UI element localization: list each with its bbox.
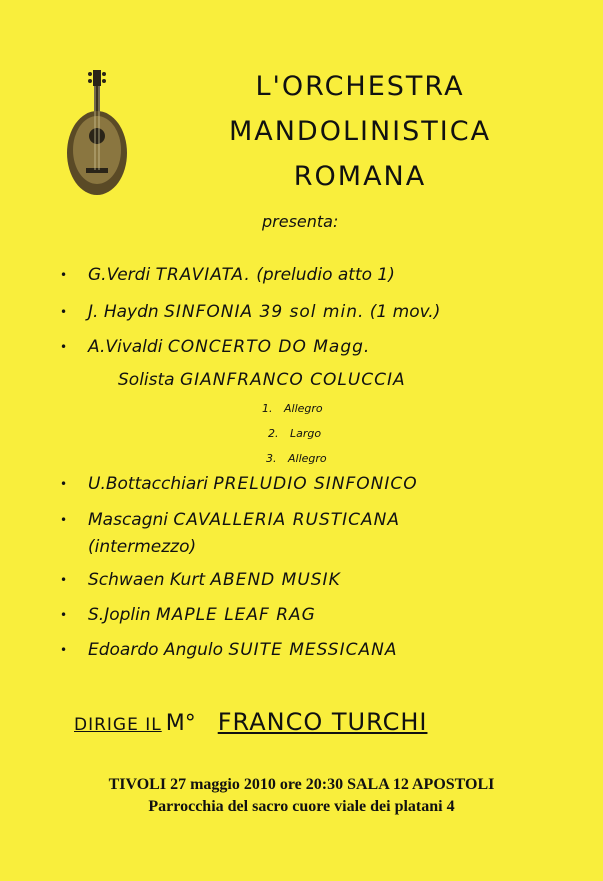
list-item [60, 337, 370, 357]
soloist-name: GIANFRANCO COLUCCIA [179, 370, 406, 390]
bullet: • [60, 268, 68, 282]
work-title: PRELUDIO SINFONICO [213, 474, 418, 494]
composer: J. Haydn [88, 302, 159, 322]
movement-item [262, 402, 382, 427]
presenta-label: presenta: [262, 212, 339, 231]
conductor-label: DIRIGE IL [74, 715, 162, 735]
work-title: ABEND MUSIK [210, 570, 341, 590]
mandolin-icon [62, 68, 132, 198]
work-title: SINFONIA 39 sol min. [164, 302, 365, 322]
conductor-title: M° [165, 711, 196, 736]
list-item [60, 570, 341, 590]
title-line-2: MANDOLINISTICA [228, 116, 492, 147]
work-title: SUITE MESSICANA [228, 640, 398, 660]
bullet: • [60, 305, 68, 319]
work-note: (preludio atto 1) [256, 265, 395, 285]
work-title: TRAVIATA. [155, 265, 251, 285]
movements-list [262, 402, 382, 477]
soloist-line [118, 370, 406, 390]
venue-address: Parrocchia del sacro cuore viale dei platani 4 [148, 798, 455, 815]
movement-number: 2. [268, 427, 279, 440]
work-title: CAVALLERIA RUSTICANA [173, 510, 400, 530]
movement-number: 1. [262, 402, 273, 415]
movement-name: Allegro [284, 402, 323, 415]
list-item [60, 265, 395, 285]
list-item [60, 474, 418, 494]
composer: Schwaen Kurt [88, 570, 205, 590]
composer: Edoardo Angulo [88, 640, 224, 660]
work-note: (intermezzo) [88, 537, 197, 557]
bullet: • [60, 477, 68, 491]
list-item [60, 302, 440, 322]
bullet: • [60, 643, 68, 657]
movement-name: Largo [290, 427, 322, 440]
bullet: • [60, 340, 68, 354]
conductor-name: FRANCO TURCHI [217, 708, 428, 736]
work-title: CONCERTO DO Magg. [167, 337, 371, 357]
conductor-line [74, 708, 427, 736]
composer: A.Vivaldi [88, 337, 163, 357]
event-details: TIVOLI 27 maggio 2010 ore 20:30 SALA 12 APOSTOLI [108, 776, 495, 793]
work-title: MAPLE LEAF RAG [156, 605, 316, 625]
movement-item [262, 427, 382, 452]
composer: G.Verdi [88, 265, 151, 285]
composer: Mascagni [88, 510, 168, 530]
work-note: (1 mov.) [369, 302, 441, 322]
list-item [60, 510, 400, 530]
soloist-label: Solista [118, 370, 175, 390]
bullet: • [60, 573, 68, 587]
movement-name: Allegro [288, 452, 327, 465]
list-item [60, 640, 397, 660]
list-item [60, 605, 316, 625]
title-line-1: L'ORCHESTRA [255, 71, 465, 102]
bullet: • [60, 513, 68, 527]
composer: U.Bottacchiari [88, 474, 208, 494]
movement-number: 3. [266, 452, 277, 465]
title-line-3: ROMANA [293, 161, 427, 192]
list-item-continuation [60, 537, 196, 557]
composer: S.Joplin [88, 605, 151, 625]
bullet: • [60, 608, 68, 622]
